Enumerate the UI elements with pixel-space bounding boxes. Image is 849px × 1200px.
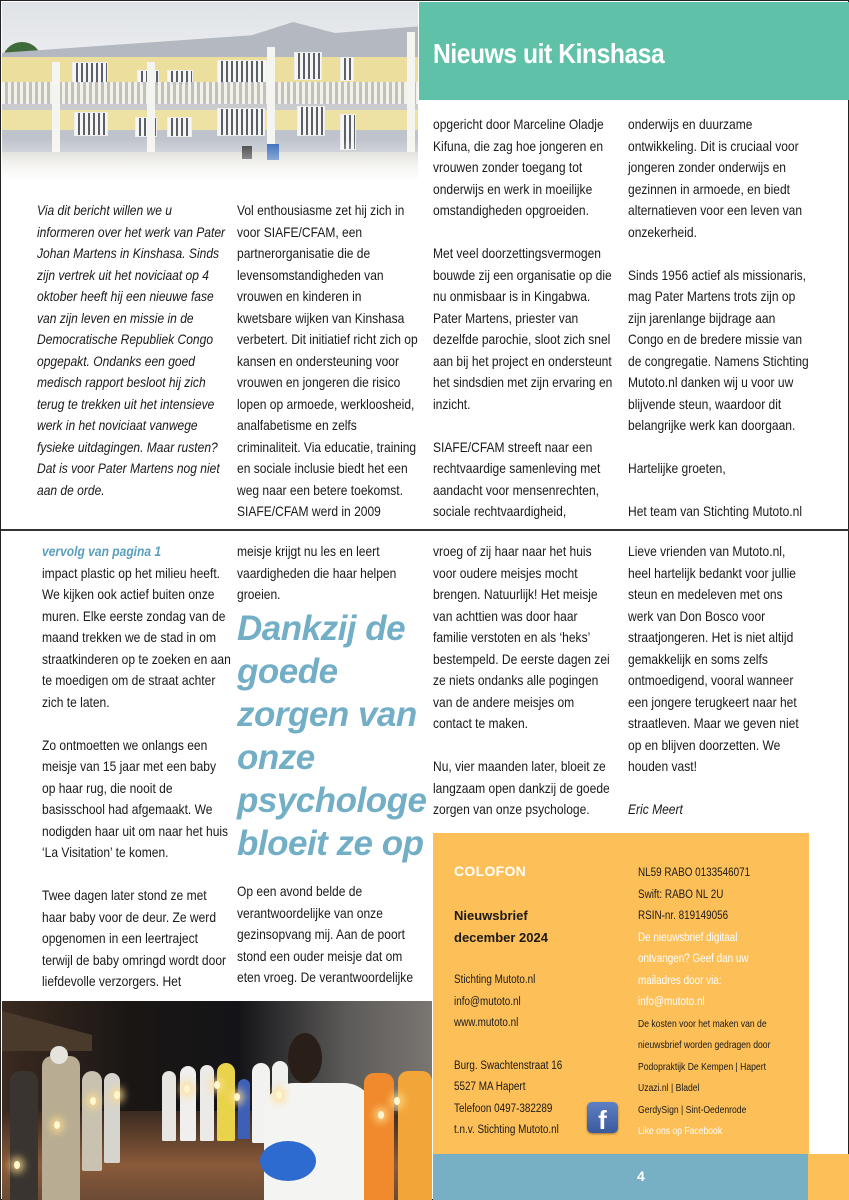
paragraph: onderwijs en duurzame ontwikkeling. Dit is cruciaal voor jongeren zonder onderwijs en gezinnen in armoede, en biedt alternatieven voor een leven van onzekerheid. <box>628 116 803 240</box>
colofon-box <box>433 833 809 1154</box>
rsin: RSIN-nr. 819149056 <box>638 910 729 922</box>
sponsor: Podopraktijk De Kempen | Hapert <box>638 1061 766 1073</box>
paragraph: Twee dagen later stond ze met haar baby voor de deur. Ze werd opgenomen in een leertraject terwijl de baby omringd wordt door liefdevolle verzorgers. Het <box>42 887 227 989</box>
paragraph: opgericht door Marceline Oladje Kifuna, die zag hoe jongeren en vrouwen zonder toegang tot onderwijs en werk in moeilijke omstandigheden opgroeiden. <box>433 116 604 218</box>
org-name: Stichting Mutoto.nl <box>454 974 536 986</box>
paragraph: impact plastic op het milieu heeft. We kijken ook actief buiten onze muren. Elke eerste zondag van de maand trekken we de stad in om straatkinderen op te zoeken en aan te moedigen om de straat achter zich te laten. <box>42 564 231 710</box>
address-postal: 5527 MA Hapert <box>454 1081 526 1093</box>
digital-info: ontvangen? Geef dan uw <box>638 953 749 965</box>
paragraph: meisje krijgt nu les en leert vaardigheden die haar helpen groeien. <box>237 543 397 602</box>
swift: Swift: RABO NL 2U <box>638 888 724 901</box>
article-column-4 <box>628 114 810 523</box>
building-photo <box>2 2 418 179</box>
candle-vigil-photo <box>2 1001 432 1200</box>
page-number: 4 <box>637 1168 645 1184</box>
pull-quote: Dankzij de goede zorgen van onze psychologe bloeit ze op <box>237 609 427 863</box>
digital-email-link[interactable]: info@mutoto.nl <box>638 996 705 1008</box>
article-column-3 <box>433 114 613 523</box>
signature: Eric Meert <box>628 801 683 817</box>
digital-info: De nieuwsbrief digitaal <box>638 931 738 944</box>
sponsor: Uzazi.nl | Bladel <box>638 1083 700 1094</box>
paragraph: Lieve vrienden van Mutoto.nl, heel hartelijk bedankt voor jullie steun en medeleven met ons werk van Don Bosco voor straatjongeren. Het is niet altijd gemakkelijk en soms zelfs ontmoedigend, vooral wanneer een jongere terugkeert naar het straatleven. Maar we geven niet op en blijven doorzetten. We houden vast! <box>628 543 799 774</box>
facebook-link[interactable]: Like ons op Facebook <box>638 1126 723 1137</box>
paragraph: SIAFE/CFAM streeft naar een rechtvaardige samenleving met aandacht voor mensenrechten, sociale rechtvaardigheid, <box>433 438 601 519</box>
bottom-column-3 <box>433 541 613 821</box>
paragraph: Zo ontmoetten we onlangs een meisje van 15 jaar met een baby op haar rug, die nooit de basisschool had afgemaakt. We nodigden haar uit om naar het huis ‘La Visitation’ te komen. <box>42 736 229 860</box>
colofon-title: COLOFON <box>454 863 527 879</box>
address-street: Burg. Swachtenstraat 16 <box>454 1059 563 1072</box>
page-title: Nieuws uit Kinshasa <box>433 38 665 69</box>
paragraph: Op een avond belde de verantwoordelijke van onze gezinsopvang mij. Aan de poort stond een ouder meisje dat om eten vroeg. De verantwoordelijke <box>237 883 414 985</box>
section-header <box>419 2 849 100</box>
sponsor: GerdySign | Sint-Oedenrode <box>638 1104 747 1116</box>
colofon-column-2 <box>638 863 808 1143</box>
costs-note: De kosten voor het maken van de <box>638 1018 767 1030</box>
newsletter-name: Nieuwsbrief <box>454 908 528 923</box>
article-intro: Via dit bericht willen we u informeren over het werk van Pater Johan Martens in Kinshasa. Sinds zijn vertrek uit het noviciaat op 4 oktober heeft hij een nieuwe fase van zijn leven en missie in de Democratische Republiek Congo opgepakt. Ondanks een goed medisch rapport besloot hij zich terug te trekken uit het intensieve werk in het noviciaat vanwege fysieke uitdagingen. Maar rusten? Dat is voor Pater Martens nog niet aan de orde. <box>37 202 226 498</box>
website-link[interactable]: www.mutoto.nl <box>454 1017 519 1029</box>
phone: Telefoon 0497-382289 <box>454 1102 553 1115</box>
article-intro-column <box>37 200 227 501</box>
signature-team: Het team van Stichting Mutoto.nl <box>628 503 803 519</box>
colofon-column-1 <box>454 863 624 1142</box>
costs-note: nieuwsbrief worden gedragen door <box>638 1040 771 1051</box>
bottom-column-2 <box>237 541 422 606</box>
account-holder: t.n.v. Stichting Mutoto.nl <box>454 1124 559 1136</box>
paragraph: Vol enthousiasme zet hij zich in voor SIAFE/CFAM, een partnerorganisatie die de levensomstandigheden van vrouwen en kinderen in kwetsbare wijken van Kinshasa verbetert. Dit initiatief richt zich op kansen en ondersteuning voor vrouwen en jongeren die risico lopen op armoede, werkloosheid, analfabetisme en zelfs criminaliteit. Via educatie, training en sociale inclusie biedt het een weg naar een betere toekomst. SIAFE/CFAM werd in 2009 <box>237 202 418 519</box>
footer-bar <box>433 1154 808 1200</box>
paragraph: Hartelijke groeten, <box>628 460 726 476</box>
bottom-column-1 <box>42 541 232 993</box>
newsletter-date: december 2024 <box>454 930 548 945</box>
iban: NL59 RABO 0133546071 <box>638 867 751 879</box>
footer-accent <box>808 1154 849 1200</box>
section-divider <box>1 529 849 531</box>
paragraph: Sinds 1956 actief als missionaris, mag Pater Martens trots zijn op zijn jarenlange bijdrage aan Congo en de bredere missie van de congregatie. Namens Stichting Mutoto.nl danken wij u voor uw blijvende steun, waardoor dit belangrijke werk kan doorgaan. <box>628 266 809 433</box>
digital-info: mailadres door via: <box>638 974 722 987</box>
paragraph: Met veel doorzettingsvermogen bouwde zij een organisatie op die nu onmisbaar is in Kingabwa. Pater Martens, priester van dezelfde parochie, sloot zich snel aan bij het project en ondersteunt het sindsdien met zijn ervaring en inzicht. <box>433 245 613 412</box>
continued-label: vervolg van pagina 1 <box>42 543 162 559</box>
email-link[interactable]: info@mutoto.nl <box>454 995 521 1008</box>
paragraph: Nu, vier maanden later, bloeit ze langzaam open dankzij de goede zorgen van onze psychologe. <box>433 758 610 817</box>
bottom-column-2b <box>237 881 422 989</box>
article-column-2 <box>237 200 419 523</box>
bottom-column-4 <box>628 541 810 821</box>
paragraph: vroeg of zij haar naar het huis voor oudere meisjes mocht brengen. Natuurlijk! Het meisje van achttien was door haar familie verstoten en als ‘heks’ bestempeld. De eerste dagen zei ze niets ondanks alle pogingen van de andere meisjes om contact te maken. <box>433 543 610 731</box>
facebook-icon[interactable]: f <box>587 1102 618 1133</box>
